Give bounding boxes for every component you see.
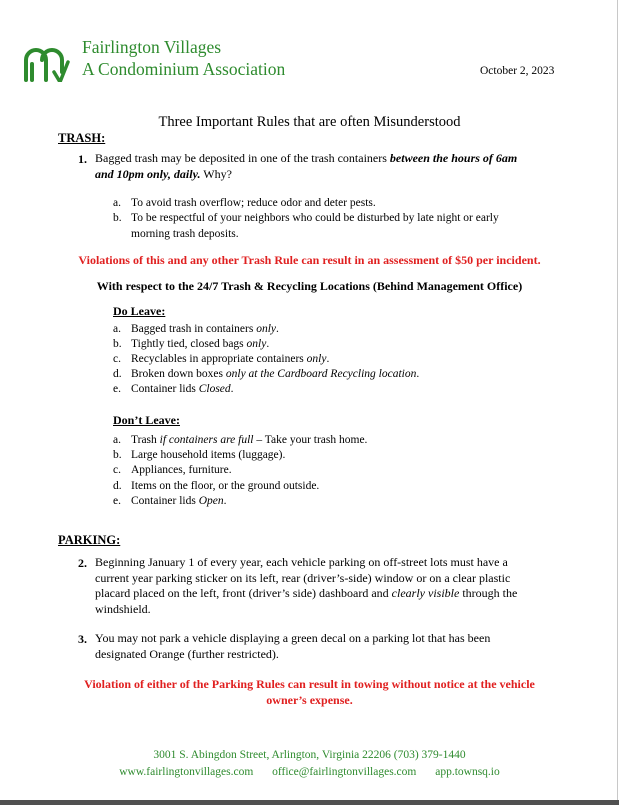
list-letter: d. <box>113 368 122 380</box>
do-leave-heading: Do Leave: <box>113 304 166 318</box>
rule-1-text-a: Bagged trash may be deposited in one of the trash containers <box>95 151 390 165</box>
reason-a-text: To avoid trash overflow; reduce odor and deter pests. <box>131 197 376 209</box>
reason-a <box>113 196 573 212</box>
rule-2-text <box>95 555 575 617</box>
list-text: Container lids <box>131 383 199 395</box>
rule-1-number: 1. <box>78 152 87 166</box>
reason-b-text-2: morning trash deposits. <box>131 227 239 240</box>
document-date: October 2, 2023 <box>480 65 555 77</box>
rule-1-text-d: Why? <box>200 166 232 181</box>
list-text: Tightly tied, closed bags <box>131 338 247 350</box>
list-text: Trash <box>131 434 160 446</box>
rule-2-line4: windshield. <box>95 601 151 616</box>
rule-2-line3c: through the <box>459 586 518 600</box>
parking-heading: PARKING: <box>58 533 121 547</box>
list-letter: a. <box>113 323 121 335</box>
rule-1-text <box>95 151 575 182</box>
locations-heading: With respect to the 24/7 Trash & Recycling Locations (Behind Management Office) <box>96 279 523 293</box>
org-name-line1: Fairlington Villages <box>82 37 222 57</box>
rule-3-text <box>95 631 575 662</box>
rule-3-line2: designated Orange (further restricted). <box>95 646 279 661</box>
list-emphasis: only <box>246 338 267 350</box>
fairlington-logo-icon <box>22 38 72 82</box>
footer-contacts <box>0 766 619 778</box>
list-letter: c. <box>113 464 121 476</box>
list-text-end: . <box>416 368 420 380</box>
list-text: Broken down boxes <box>131 368 226 380</box>
org-name-line2: A Condominium Association <box>82 59 286 79</box>
parking-violation-notice <box>0 677 619 708</box>
trash-violation-notice: Violations of this and any other Trash Rule can result in an assessment of $50 per incident. <box>78 253 541 267</box>
footer-address: 3001 S. Abingdon Street, Arlington, Virginia 22206 (703) 379-1440 <box>153 749 466 761</box>
reason-a-letter: a. <box>113 197 121 209</box>
parking-violation-line2: owner’s expense. <box>266 692 353 707</box>
rule-2-line1: Beginning January 1 of every year, each vehicle parking on off-street lots must have a <box>95 555 508 569</box>
reason-b-text <box>131 211 499 242</box>
list-emphasis: only at the Cardboard Recycling location <box>225 368 417 380</box>
list-text-end: . <box>223 495 227 507</box>
list-letter: d. <box>113 480 122 492</box>
list-text-end: . <box>266 338 270 350</box>
bottom-border <box>0 800 619 805</box>
list-emphasis: if containers are full <box>159 434 254 446</box>
reason-b <box>113 211 573 243</box>
list-text: Recyclables in appropriate containers <box>131 353 307 365</box>
page-title: Three Important Rules that are often Misunderstood <box>158 114 461 130</box>
list-emphasis: only <box>256 323 276 335</box>
list-text-end: – Take your trash home. <box>253 434 368 446</box>
rule-3-number: 3. <box>78 632 87 646</box>
rule-1-text-b: between the hours of 6am <box>389 151 518 165</box>
list-text-end: . <box>276 323 279 335</box>
footer-app-link[interactable]: app.townsq.io <box>435 766 500 778</box>
parking-violation-line1: Violation of either of the Parking Rules can result in towing without notice at the vehicle <box>84 677 535 691</box>
rule-1-text-c: and 10pm only, daily. <box>95 166 201 181</box>
reason-b-text-1: To be respectful of your neighbors who could be disturbed by late night or early <box>131 212 499 224</box>
list-emphasis: Open <box>198 495 224 507</box>
list-emphasis: Closed <box>198 383 231 395</box>
list-letter: b. <box>113 338 122 350</box>
rule-2-line3b: clearly visible <box>391 586 460 600</box>
footer-website-link[interactable]: www.fairlingtonvillages.com <box>119 766 254 778</box>
list-letter: c. <box>113 353 121 365</box>
list-letter: a. <box>113 434 121 446</box>
list-text: Items on the floor, or the ground outside. <box>131 480 320 492</box>
list-letter: e. <box>113 383 121 395</box>
list-text-end: . <box>326 353 330 365</box>
trash-heading: TRASH: <box>58 131 106 145</box>
list-emphasis: only <box>306 353 327 365</box>
list-letter: e. <box>113 495 121 507</box>
list-letter: b. <box>113 449 122 461</box>
list-text-end: . <box>230 383 234 395</box>
list-text: Appliances, furniture. <box>131 464 232 476</box>
dont-leave-heading: Don’t Leave: <box>113 413 180 427</box>
list-text: Large household items (luggage). <box>131 449 286 461</box>
reason-b-letter: b. <box>113 212 122 224</box>
rule-2-number: 2. <box>78 556 87 570</box>
rule-2-line3a: placard placed on the left, front (driver’s side) dashboard and <box>95 586 392 600</box>
list-text: Bagged trash in containers <box>131 323 257 335</box>
rule-2-line2: current year parking sticker on its left, rear (driver’s-side) window or on a clear plastic <box>95 570 511 585</box>
list-text: Container lids <box>131 495 199 507</box>
footer-email-link[interactable]: office@fairlingtonvillages.com <box>272 766 417 778</box>
rule-3-line1: You may not park a vehicle displaying a green decal on a parking lot that has been <box>95 631 491 645</box>
org-name <box>82 36 285 80</box>
